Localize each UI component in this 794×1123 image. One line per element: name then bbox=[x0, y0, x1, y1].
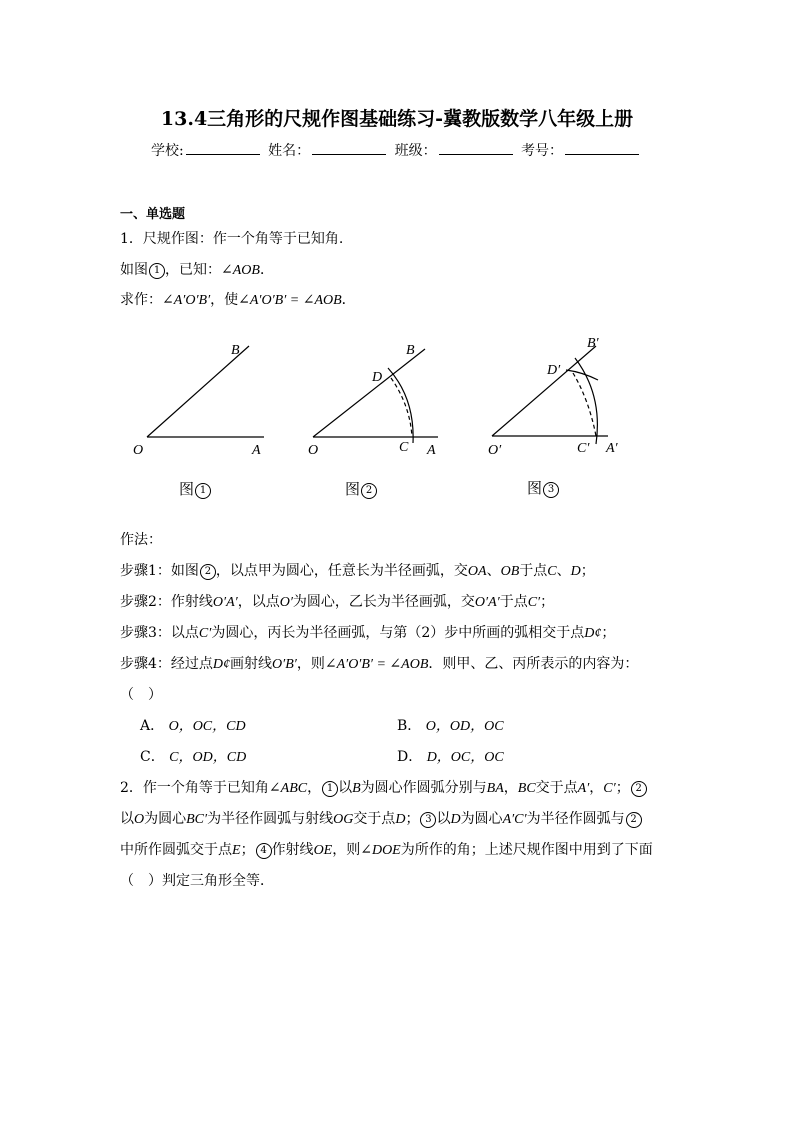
step-text: ； bbox=[580, 563, 595, 579]
circled-number: 1 bbox=[322, 781, 338, 797]
option-content: O，OD，OC bbox=[425, 719, 504, 734]
math-expression: BA bbox=[486, 781, 504, 796]
method-heading: 作法： bbox=[120, 532, 162, 548]
punct: ． bbox=[341, 292, 356, 308]
step-text: ，以点 bbox=[237, 594, 280, 610]
punct: ． bbox=[259, 262, 274, 278]
math-expression: BC′ bbox=[186, 812, 208, 827]
exam-no-blank bbox=[565, 142, 639, 155]
step-text: 步骤1：如图 bbox=[120, 563, 199, 579]
caption-text: 图 bbox=[179, 480, 195, 498]
math-expression: O′B′ bbox=[272, 657, 297, 672]
q2-text: ； bbox=[405, 811, 420, 827]
circled-number: 2 bbox=[361, 483, 377, 499]
name-label: 姓名： bbox=[268, 143, 311, 159]
step-text: ．则甲、乙、丙所表示的内容为： bbox=[428, 656, 639, 672]
step-text: 步骤3：以点 bbox=[120, 625, 199, 641]
math-expression: E bbox=[232, 843, 241, 858]
q2-text: 为所作的角；上述尺规作图中用到了下面 bbox=[400, 842, 653, 858]
math-expression: D bbox=[395, 812, 406, 827]
math-expression: D¢ bbox=[212, 657, 231, 672]
fig3-caption bbox=[527, 477, 559, 498]
circled-number: 1 bbox=[195, 483, 211, 499]
step-text: 步骤4：经过点 bbox=[120, 656, 213, 672]
q2-line-3 bbox=[120, 840, 653, 861]
circled-number: 3 bbox=[543, 482, 559, 498]
math-expression: O′A′ bbox=[474, 595, 500, 610]
ray-ob bbox=[313, 349, 425, 437]
option-content: O，OC，CD bbox=[168, 719, 246, 734]
option-a[interactable] bbox=[140, 716, 246, 737]
math-expression: A′C′ bbox=[502, 812, 527, 827]
ray-ob bbox=[492, 346, 596, 436]
math-expression: BC bbox=[517, 781, 536, 796]
figure-2 bbox=[313, 349, 438, 443]
math-expression: C′ bbox=[527, 595, 541, 610]
q2-text: 交于点 bbox=[353, 811, 396, 827]
option-content: C，OD，CD bbox=[169, 750, 247, 765]
circled-number: 2 bbox=[626, 812, 642, 828]
figure-1 bbox=[147, 346, 264, 437]
step-text: ，以点甲为圆心，任意长为半径画弧，交 bbox=[215, 563, 468, 579]
step-3 bbox=[120, 623, 615, 644]
q2-line-4: （ ）判定三角形全等． bbox=[120, 873, 274, 889]
fig1-label-a: A bbox=[252, 443, 261, 458]
math-expression: C′ bbox=[603, 781, 616, 796]
circled-number: 3 bbox=[420, 812, 436, 828]
exam-no-label: 考号： bbox=[521, 143, 564, 159]
option-d[interactable] bbox=[397, 747, 504, 768]
section-heading: 一、单选题 bbox=[120, 207, 186, 222]
name-blank bbox=[312, 142, 386, 155]
school-label: 学校: bbox=[150, 143, 184, 159]
q2-text: ； bbox=[615, 780, 630, 796]
math-expression: C′ bbox=[198, 626, 212, 641]
math-expression: ∠A′O′B′ = ∠AOB bbox=[238, 293, 342, 308]
arc-small bbox=[566, 370, 598, 380]
math-expression: D¢ bbox=[584, 626, 602, 641]
dashed-chord bbox=[573, 373, 596, 436]
q2-text: 以 bbox=[338, 780, 353, 796]
math-expression: ∠AOB bbox=[221, 263, 260, 278]
step-text: 为圆心，丙长为半径画弧，与第（2）步中所画的弧相交于点 bbox=[211, 625, 585, 641]
step-text: ； bbox=[540, 594, 555, 610]
q1-figures bbox=[0, 325, 794, 510]
ray-ob bbox=[147, 346, 249, 437]
math-expression: O′ bbox=[279, 595, 293, 610]
circled-number: 2 bbox=[200, 564, 216, 580]
math-expression: D bbox=[450, 812, 461, 827]
math-expression: C bbox=[547, 564, 557, 579]
fig3-label-c: C′ bbox=[577, 441, 590, 456]
q2-text: 2．作一个角等于已知角 bbox=[120, 780, 269, 796]
q2-line-2 bbox=[120, 809, 642, 830]
step-text: 画射线 bbox=[230, 656, 273, 672]
step-text: 、 bbox=[486, 563, 501, 579]
step-text: 为圆心，乙长为半径画弧，交 bbox=[292, 594, 475, 610]
circled-number: 2 bbox=[631, 781, 647, 797]
math-expression: O bbox=[134, 812, 145, 827]
q2-text: 为半径作圆弧与 bbox=[526, 811, 625, 827]
option-label: A． bbox=[140, 718, 165, 734]
q2-text: ， bbox=[503, 780, 518, 796]
q1-given-mid: ，已知： bbox=[165, 262, 221, 278]
math-expression: ∠A′O′B′ = ∠AOB bbox=[324, 657, 429, 672]
q2-text: 以 bbox=[436, 811, 451, 827]
circled-number: 1 bbox=[149, 263, 165, 279]
q2-text: 为圆心 bbox=[144, 811, 187, 827]
school-blank bbox=[186, 142, 260, 155]
q2-text: 以 bbox=[120, 811, 134, 827]
option-label: B． bbox=[397, 718, 422, 734]
option-label: C． bbox=[140, 749, 165, 765]
math-expression: B bbox=[352, 781, 361, 796]
answer-paren: （ ） bbox=[120, 687, 162, 703]
q2-text: 中所作圆弧交于点 bbox=[120, 842, 232, 858]
step-2 bbox=[120, 592, 554, 613]
q1-ask bbox=[120, 290, 356, 311]
option-b[interactable] bbox=[397, 716, 504, 737]
math-expression: ∠ABC bbox=[268, 781, 308, 796]
q2-text: 交于点 bbox=[535, 780, 578, 796]
q2-text: ； bbox=[240, 842, 255, 858]
step-text: ； bbox=[601, 625, 616, 641]
q2-text: 为圆心 bbox=[460, 811, 503, 827]
step-text: 于点 bbox=[499, 594, 528, 610]
q1-ask-mid: ，使 bbox=[210, 292, 239, 308]
q1-given bbox=[120, 260, 274, 281]
caption-text: 图 bbox=[345, 480, 361, 498]
caption-text: 图 bbox=[527, 479, 543, 497]
q1-stem: 1．尺规作图：作一个角等于已知角. bbox=[120, 231, 344, 247]
fig2-label-d: D bbox=[372, 370, 383, 385]
math-expression: OG bbox=[333, 812, 354, 827]
q2-text: 作射线 bbox=[271, 842, 314, 858]
math-expression: OE bbox=[313, 843, 333, 858]
fig1-label-b: B bbox=[231, 343, 240, 358]
q2-text: ， bbox=[589, 780, 604, 796]
math-expression: O′A′ bbox=[212, 595, 238, 610]
q2-text: 为圆心作圆弧分别与 bbox=[360, 780, 487, 796]
fig3-label-a: A′ bbox=[606, 441, 618, 456]
fig2-caption bbox=[345, 478, 377, 499]
math-expression: D bbox=[570, 564, 581, 579]
step-text: 、 bbox=[556, 563, 571, 579]
step-text: ，则 bbox=[296, 656, 325, 672]
fig1-caption bbox=[179, 478, 211, 499]
q2-text: ，则 bbox=[332, 842, 361, 858]
fig2-label-c: C bbox=[399, 440, 409, 455]
page-title: 13.4三角形的尺规作图基础练习-冀教版数学八年级上册 bbox=[160, 108, 634, 130]
class-blank bbox=[439, 142, 513, 155]
math-expression: OA bbox=[467, 564, 487, 579]
math-expression: OB bbox=[500, 564, 520, 579]
step-4 bbox=[120, 654, 638, 675]
student-info-line bbox=[0, 140, 794, 160]
option-c[interactable] bbox=[140, 747, 246, 768]
option-content: D，OC，OC bbox=[426, 750, 504, 765]
fig2-label-b: B bbox=[406, 343, 415, 358]
step-1 bbox=[120, 561, 595, 582]
math-expression: ∠DOE bbox=[360, 843, 401, 858]
class-label: 班级： bbox=[394, 143, 437, 159]
fig3-label-d: D′ bbox=[547, 363, 561, 378]
q2-text: 为半径作圆弧与射线 bbox=[207, 811, 334, 827]
math-expression: A′ bbox=[577, 781, 590, 796]
fig2-label-o: O bbox=[308, 443, 319, 458]
q2-text: ， bbox=[307, 780, 322, 796]
q1-given-prefix: 如图 bbox=[120, 262, 148, 278]
q2-line-1 bbox=[120, 778, 647, 799]
step-text: 步骤2：作射线 bbox=[120, 594, 213, 610]
q1-ask-prefix: 求作： bbox=[120, 292, 162, 308]
fig3-label-b: B′ bbox=[587, 336, 599, 351]
fig3-label-o: O′ bbox=[488, 443, 502, 458]
option-label: D． bbox=[397, 749, 423, 765]
figure-3 bbox=[492, 346, 608, 444]
fig1-label-o: O bbox=[133, 443, 144, 458]
fig2-label-a: A bbox=[427, 443, 436, 458]
circled-number: 4 bbox=[256, 843, 272, 859]
math-expression: ∠A′O′B′ bbox=[162, 293, 211, 308]
step-text: 于点 bbox=[519, 563, 548, 579]
